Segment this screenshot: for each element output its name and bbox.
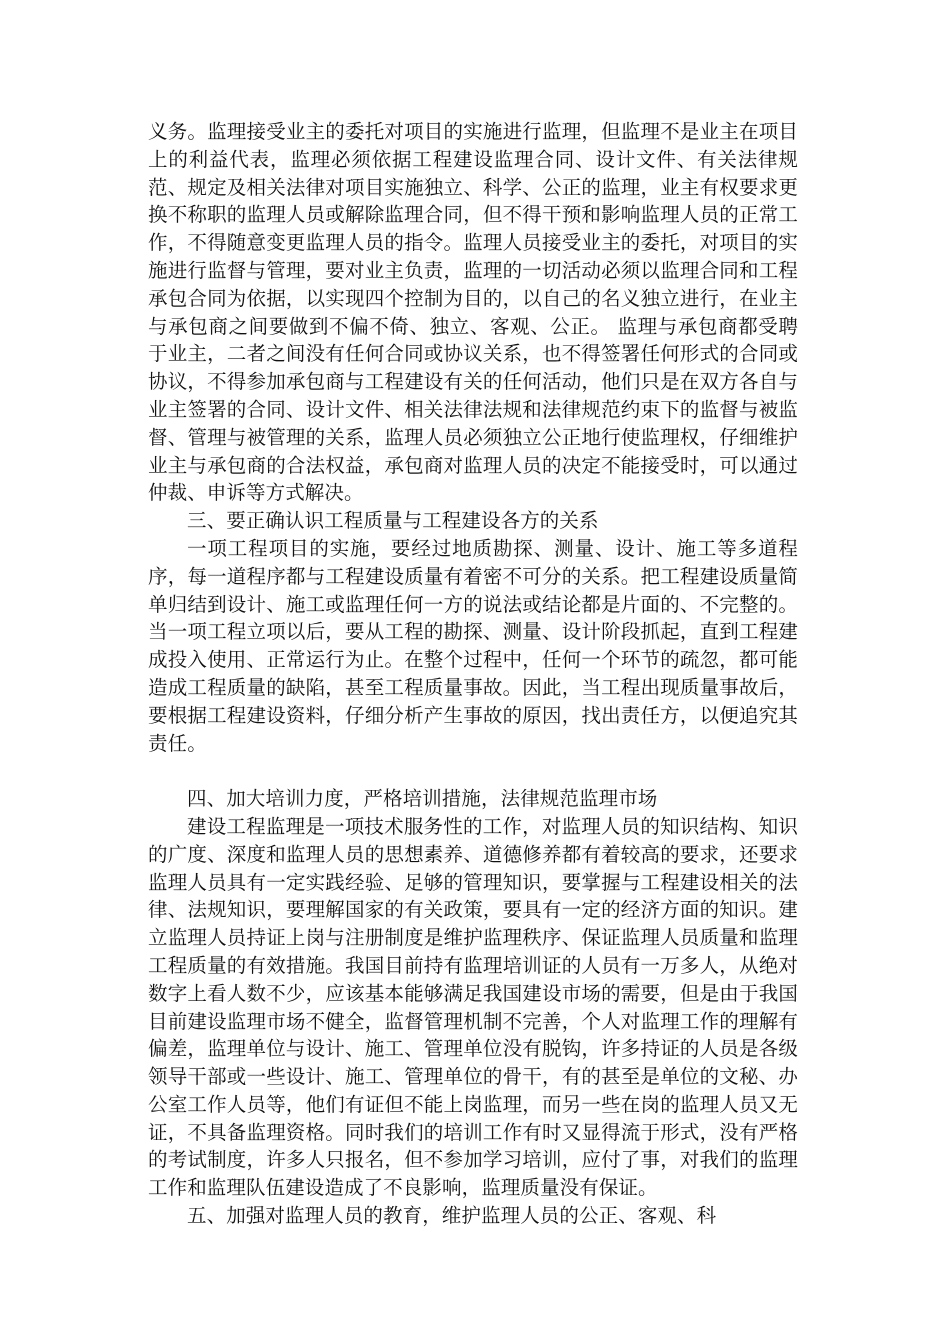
section-heading-five: 五、加强对监理人员的教育，维护监理人员的公正、客观、科	[187, 1204, 717, 1228]
paragraph-supervision-duties: 义务。监理接受业主的委托对项目的实施进行监理，但监理不是业主在项目上的利益代表，监理必须依据工程建设监理合同、设计文件、有关法律规范、规定及相关法律对项目实施独立、科学、公正的监理，业主有权要求更换不称职的监理人员或解除监理合同，但不得干预和影响监理人员的正常工作，不得随意变更监理人员的指令。监理人员接受业主的委托，对项目的实施进行监督与管理，要对业主负责，监理的一切活动必须以监理合同和工程承包合同为依据，以实现四个控制为目的，以自己的名义独立进行，在业主与承包商之间要做到不偏不倚、独立、客观、公正。 监理与承包商都受聘于业主，二者之间没有任何合同或协议关系，也不得签署任何形式的合同或协议，不得参加承包商与工程建设有关的任何活动，他们只是在双方各自与业主签署的合同、设计文件、相关法律法规和法律规范约束下的监督与被监督、管理与被管理的关系，监理人员必须独立公正地行使监理权，仔细维护业主与承包商的合法权益，承包商对监理人员的决定不能接受时，可以通过仲裁、申诉等方式解决。	[148, 120, 798, 505]
section-heading-four: 四、加大培训力度，严格培训措施，法律规范监理市场	[187, 787, 658, 811]
blank-line	[148, 757, 798, 785]
paragraph-training: 建设工程监理是一项技术服务性的工作，对监理人员的知识结构、知识的广度、深度和监理人员的思想素养、道德修养都有着较高的要求，还要求监理人员具有一定实践经验、足够的管理知识，要掌握与工程建设相关的法律、法规知识，要理解国家的有关政策，要具有一定的经济方面的知识。建立监理人员持证上岗与注册制度是维护监理秩序、保证监理人员质量和监理工程质量的有效措施。我国目前持有监理培训证的人员有一万多人，从绝对数字上看人数不少，应该基本能够满足我国建设市场的需要，但是由于我国目前建设监理市场不健全，监督管理机制不完善，个人对监理工作的理解有偏差，监理单位与设计、施工、管理单位没有脱钩，许多持证的人员是各级领导干部或一些设计、施工、管理单位的骨干，有的甚至是单位的文秘、办公室工作人员等，他们有证但不能上岗监理，而另一些在岗的监理人员又无证，不具备监理资格。同时我们的培训工作有时又显得流于形式，没有严格的考试制度，许多人只报名，但不参加学习培训，应付了事，对我们的监理工作和监理队伍建设造成了不良影响，监理质量没有保证。	[148, 814, 798, 1200]
paragraph-quality-relations: 一项工程项目的实施，要经过地质勘探、测量、设计、施工等多道程序，每一道程序都与工程建设质量有着密不可分的关系。把工程建设质量简单归结到设计、施工或监理任何一方的说法或结论都是片面的、不完整的。当一项工程立项以后，要从工程的勘探、测量、设计阶段抓起，直到工程建成投入使用、正常运行为止。在整个过程中，任何一个环节的疏忽，都可能造成工程质量的缺陷，甚至工程质量事故。因此，当工程出现质量事故后，要根据工程建设资料，仔细分析产生事故的原因，找出责任方，以便追究其责任。	[148, 536, 798, 755]
document-page	[148, 118, 798, 1230]
section-heading-three: 三、要正确认识工程质量与工程建设各方的关系	[187, 509, 599, 533]
